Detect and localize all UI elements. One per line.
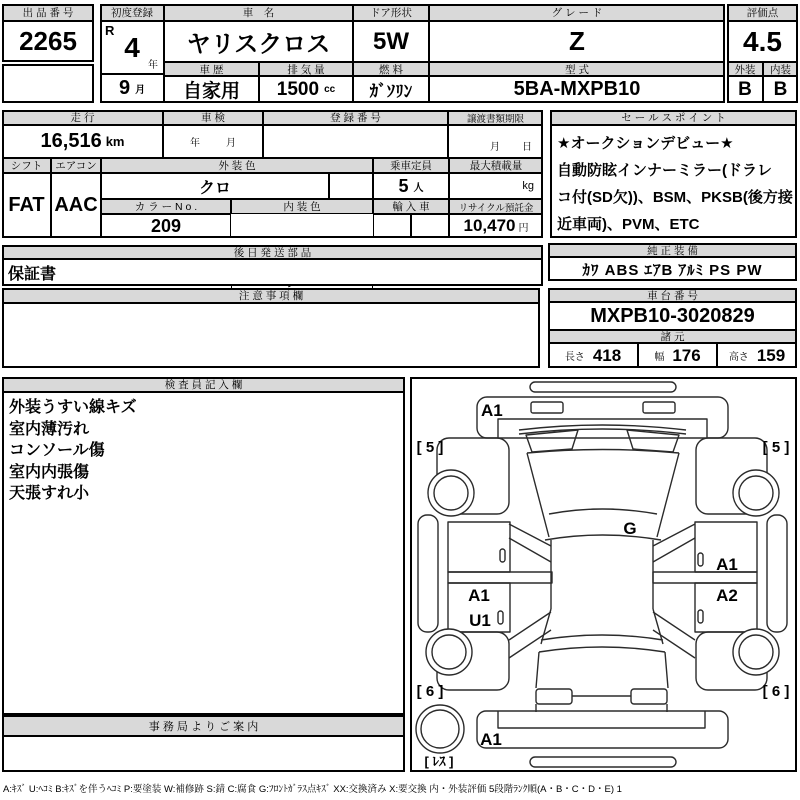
right-pillar-lines <box>653 524 695 658</box>
month-suffix: 月 <box>135 85 146 96</box>
import-car-cell-2 <box>411 214 449 238</box>
sales-point-line: 自動防眩インナーミラー(ドラレ <box>557 162 772 179</box>
left-sill <box>418 515 438 632</box>
damage-label-front-bumper: A1 <box>481 401 503 420</box>
sales-point-line: ★オークションデビュー★ <box>557 135 734 152</box>
aircon-value: AAC <box>51 173 101 238</box>
rear-bumper <box>477 711 728 748</box>
exterior-color-value: クロ <box>101 173 329 199</box>
tail-light-right <box>631 689 667 704</box>
spec-width-label: 幅 <box>654 352 665 363</box>
damage-label-windshield: G <box>623 519 637 538</box>
spec-height-cell <box>717 343 797 368</box>
right-sill <box>767 515 787 632</box>
left-door-upper-panel <box>448 522 510 572</box>
capacity-value: 5 <box>398 175 409 196</box>
capacity-cell <box>373 173 449 199</box>
inspector-note-line: 外装うすい線キズ <box>9 399 137 416</box>
sales-point-body <box>550 125 797 238</box>
headlight-left <box>526 430 578 452</box>
damage-code-legend: A:ｷｽﾞ U:ﾍｺﾐ B:ｷｽﾞを伴うﾍｺﾐ P:要塗装 W:補修跡 S:錆 C:腐食 G:ﾌﾛﾝﾄｶﾞﾗｽ点ｷｽﾞ XX:交換済み X:要交換 内・外装評価 5段階ﾗﾝｸ順(A・B・C・D・E) 1 <box>3 784 622 795</box>
chassis-no-header: 車 台 番 号 <box>548 288 797 302</box>
inspector-notes-body <box>2 392 405 715</box>
displacement-unit: cc <box>324 84 336 95</box>
office-notice-header: 事 務 局 よ り ご 案 内 <box>2 715 405 736</box>
spare-tire-inner <box>421 710 459 748</box>
sales-point-line: 近車両)、PVM、ETC <box>557 216 700 233</box>
recycle-deposit-value: 10,470 <box>463 216 516 235</box>
import-car-header: 輸 入 車 <box>373 199 449 214</box>
spec-length-cell <box>548 343 638 368</box>
import-car-cell-1 <box>373 214 411 238</box>
spec-height-value: 159 <box>756 345 786 365</box>
displacement-header: 排 気 量 <box>259 62 353 76</box>
mileage-value-cell <box>2 125 163 158</box>
cautions-body <box>2 303 540 368</box>
door-handle <box>498 611 503 624</box>
transfer-deadline-cell <box>448 125 543 158</box>
front-molding <box>530 382 676 392</box>
later-parts-value: 保証書 <box>2 259 543 286</box>
hood-outline <box>527 450 679 538</box>
windshield-band <box>545 509 661 540</box>
aircon-header: エアコン <box>51 158 101 173</box>
first-registration-year-cell <box>100 21 164 74</box>
exterior-color-header: 外 装 色 <box>101 158 373 173</box>
inspector-note-line: コンソール傷 <box>9 442 105 459</box>
deadline-day-suffix: 日 <box>522 142 532 153</box>
reg-year: 4 <box>124 31 140 63</box>
recycle-deposit-cell <box>449 214 543 238</box>
door-shape-value: 5W <box>353 21 429 62</box>
displacement-value-cell <box>259 76 353 103</box>
front-grille-slot-left <box>531 402 563 413</box>
tire-size-front-right: [ 5 ] <box>762 439 790 456</box>
inspector-note-line: 室内薄汚れ <box>9 420 90 438</box>
cautions-header: 注 意 事 項 欄 <box>2 288 540 303</box>
car-name-header: 車 名 <box>164 4 353 21</box>
genuine-equipment-value: ｶﾜ ABS ｴｱB ｱﾙﾐ PS PW <box>548 257 797 281</box>
front-grille-slot-right <box>643 402 675 413</box>
spec-width-cell <box>638 343 717 368</box>
transfer-deadline-header: 譲渡書類期限 <box>448 110 543 125</box>
sales-point-header: セ ー ル ス ポ イ ン ト <box>550 110 797 125</box>
spec-length-value: 418 <box>592 345 622 365</box>
cabin-sides <box>551 540 653 609</box>
auction-no-value: 2265 <box>2 21 94 62</box>
inspector-note-line: 室内内張傷 <box>9 463 90 481</box>
shift-header: シフト <box>2 158 51 173</box>
door-handle <box>500 549 505 562</box>
reg-month: 9 <box>118 77 131 99</box>
wheel-rear-right-inner <box>739 635 773 669</box>
inspector-notes-header: 検 査 員 記 入 欄 <box>2 377 405 392</box>
year-suffix: 年 <box>148 60 158 71</box>
genuine-equipment-header: 純 正 装 備 <box>548 243 797 257</box>
first-registration-month-cell <box>100 74 164 103</box>
tire-size-rear-right: [ 6 ] <box>762 683 790 700</box>
auction-no-empty-box <box>2 64 94 103</box>
rear-molding <box>530 757 676 767</box>
damage-label-front-right-door: A1 <box>716 555 738 574</box>
inspection-year-suffix: 年 <box>190 138 200 149</box>
door-shape-header: ドア形状 <box>353 4 429 21</box>
wheel-rear-left-inner <box>432 635 466 669</box>
inspection-value-cell <box>163 125 263 158</box>
wheel-front-left-inner <box>434 476 468 510</box>
deadline-month-suffix: 月 <box>490 142 500 153</box>
max-load-unit: kg <box>522 180 534 192</box>
damage-label-rear-bumper: A1 <box>480 730 502 749</box>
spec-width-value: 176 <box>672 345 701 365</box>
interior-grade-value: B <box>763 76 798 103</box>
tire-size-front-left: [ 5 ] <box>416 439 444 456</box>
left-pillar-lines <box>509 524 551 658</box>
spare-tire-label: [ ﾚｽ ] <box>424 754 454 769</box>
door-handle <box>698 610 703 623</box>
recycle-deposit-unit: 円 <box>518 222 529 234</box>
score-value: 4.5 <box>727 21 798 62</box>
registration-no-value <box>263 125 448 158</box>
damage-diagram <box>410 377 797 772</box>
first-registration-header: 初度登録 <box>100 4 164 21</box>
capacity-header: 乗車定員 <box>373 158 449 173</box>
grade-header: グ レ ー ド <box>429 4 725 21</box>
mileage-value: 16,516 <box>40 130 102 152</box>
chassis-no-value: MXPB10-3020829 <box>548 302 797 330</box>
specs-header: 諸 元 <box>548 330 797 343</box>
grade-value: Z <box>429 21 725 62</box>
wheel-front-right-inner <box>739 476 773 510</box>
car-name-value: ヤリスクロス <box>164 21 353 62</box>
inspection-header: 車 検 <box>163 110 263 125</box>
exterior-grade-value: B <box>727 76 763 103</box>
door-handle <box>698 553 703 566</box>
left-door-band <box>448 572 552 583</box>
capacity-unit: 人 <box>413 182 424 194</box>
fuel-value: ｶﾞｿﾘﾝ <box>353 76 429 103</box>
history-header: 車 歴 <box>164 62 259 76</box>
spec-length-label: 長さ <box>564 352 585 363</box>
color-no-value: 209 <box>101 214 231 238</box>
model-code-header: 型 式 <box>429 62 725 76</box>
recycle-deposit-header: リサイクル預託金 <box>449 199 543 214</box>
exterior-grade-header: 外装 <box>727 62 763 76</box>
tail-light-left <box>536 689 572 704</box>
sales-point-line: コ付(SD欠))、BSM、PKSB(後方接 <box>557 189 793 206</box>
inspection-month-suffix: 月 <box>226 138 236 149</box>
interior-grade-header: 内装 <box>763 62 798 76</box>
mileage-header: 走 行 <box>2 110 163 125</box>
color-no-header: カ ラ ー N o . <box>101 199 231 214</box>
exterior-color-sub-cell <box>329 173 373 199</box>
rear-window <box>539 609 665 652</box>
inspector-note-line: 天張すれ小 <box>9 485 90 502</box>
spec-height-label: 高さ <box>728 352 749 363</box>
damage-label-front-left-door: A1 <box>468 586 490 605</box>
rear-bumper-inner-line <box>498 711 705 728</box>
front-bumper <box>477 397 728 438</box>
shift-value: FAT <box>2 173 51 238</box>
right-door-band <box>653 572 757 583</box>
auction-no-header: 出 品 番 号 <box>2 4 94 21</box>
damage-label-rear-right-door: A2 <box>716 586 738 605</box>
tailgate-sides <box>536 652 668 688</box>
displacement-value: 1500 <box>276 78 320 100</box>
max-load-cell <box>449 173 543 199</box>
history-value: 自家用 <box>164 76 259 103</box>
interior-color-header: 内 装 色 <box>231 199 373 214</box>
damage-label-left-door-lower: U1 <box>469 611 491 630</box>
headlight-right <box>627 430 679 452</box>
later-parts-header: 後 日 発 送 部 品 <box>2 245 543 259</box>
max-load-header: 最大積載量 <box>449 158 543 173</box>
registration-no-header: 登 録 番 号 <box>263 110 448 125</box>
model-code-value: 5BA-MXPB10 <box>429 76 725 103</box>
mileage-unit: km <box>105 134 125 149</box>
fuel-header: 燃 料 <box>353 62 429 76</box>
tire-size-rear-left: [ 6 ] <box>416 683 444 700</box>
office-notice-body <box>2 736 405 772</box>
era-code: R <box>105 23 115 38</box>
score-header: 評価点 <box>727 4 798 21</box>
